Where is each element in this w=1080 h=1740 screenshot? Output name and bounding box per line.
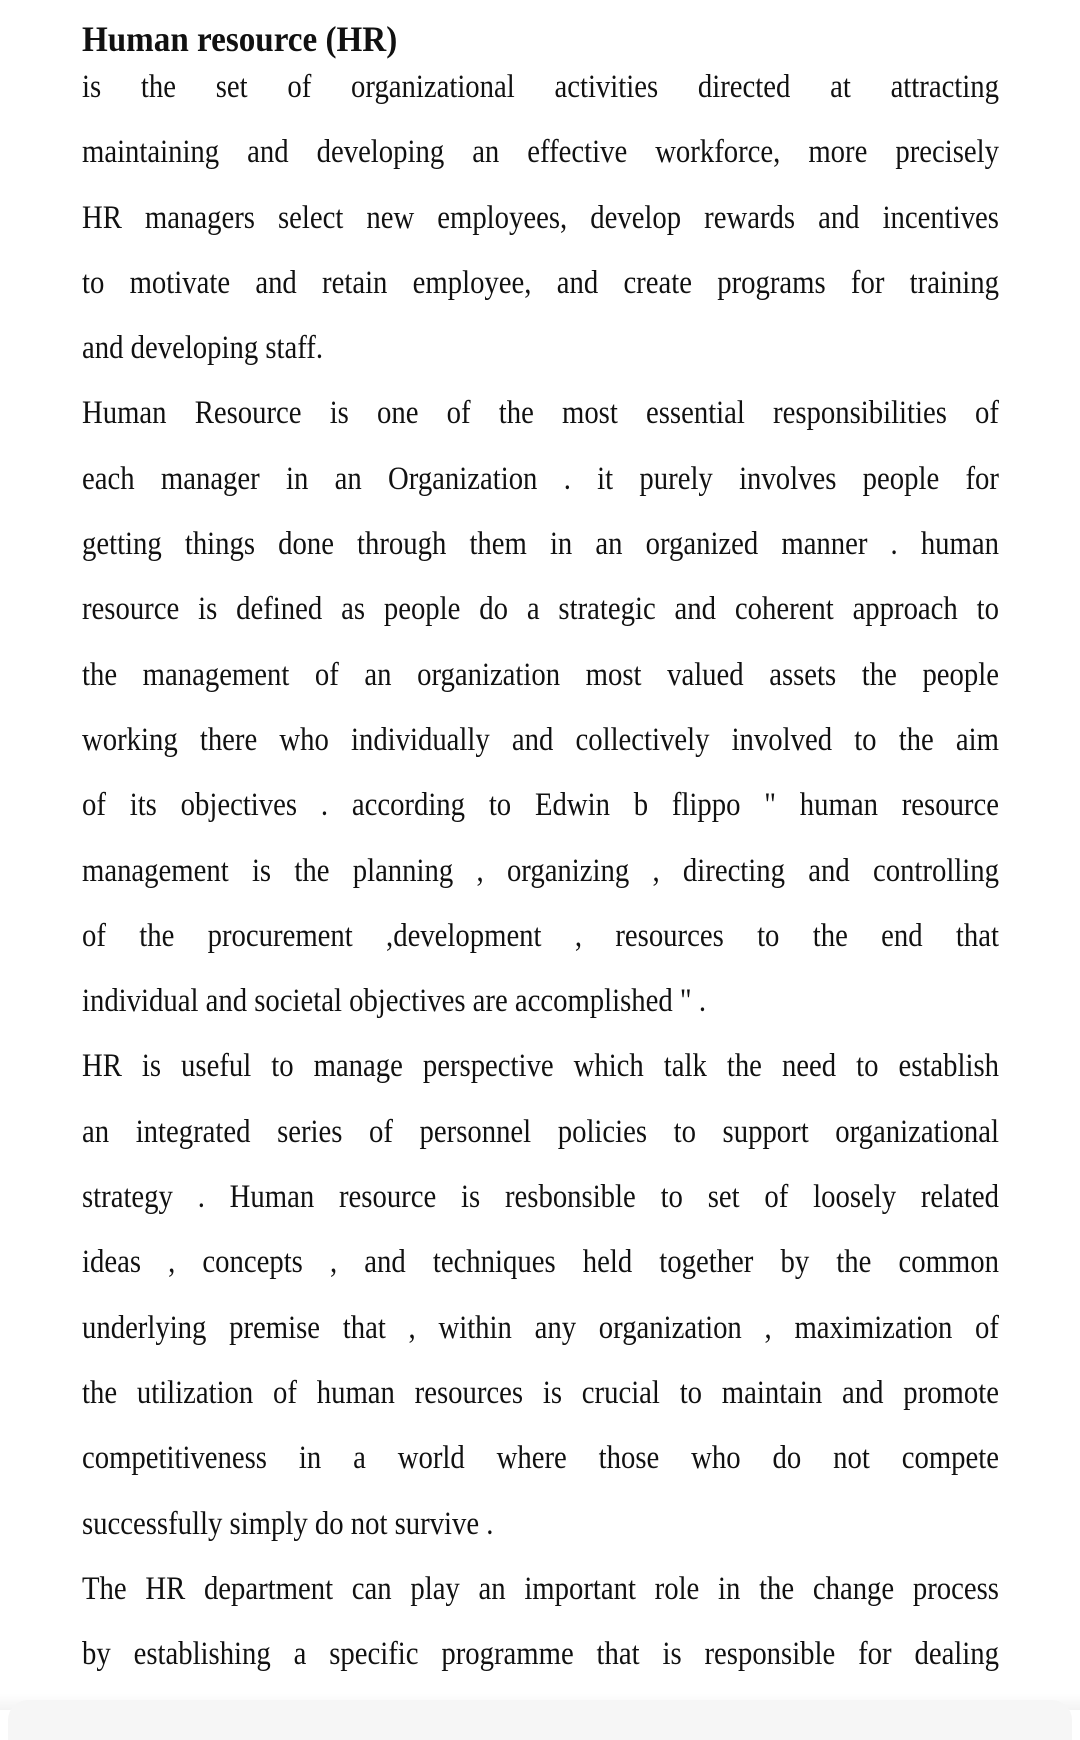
text-line: successfully simply do not survive . xyxy=(82,1505,494,1542)
document-body xyxy=(82,62,1080,1694)
document-title: Human resource (HR) xyxy=(82,19,398,59)
text-line: Human Resource is one of the most essential responsibilities of xyxy=(82,395,999,432)
text-line: of the procurement ,development , resources to the end that xyxy=(82,917,999,954)
text-line: getting things done through them in an organized manner . human xyxy=(82,526,999,563)
text-line: of its objectives . according to Edwin b flippo " human resource xyxy=(82,787,999,824)
text-line: and developing staff. xyxy=(82,330,324,367)
bottom-sheet xyxy=(8,1700,1072,1740)
text-line: The HR department can play an important role in the change process xyxy=(82,1570,999,1607)
text-line: to motivate and retain employee, and create programs for training xyxy=(82,264,999,301)
text-line: individual and societal objectives are accomplished " . xyxy=(82,983,706,1020)
text-line: each manager in an Organization . it purely involves people for xyxy=(82,460,999,497)
text-line: the management of an organization most valued assets the people xyxy=(82,656,999,693)
text-line: competitiveness in a world where those who do not compete xyxy=(82,1440,999,1477)
text-line: management is the planning , organizing , directing and controlling xyxy=(82,852,999,889)
text-line: strategy . Human resource is resbonsible to set of loosely related xyxy=(82,1179,999,1216)
text-line: maintaining and developing an effective workforce, more precisely xyxy=(82,134,999,171)
text-line: HR is useful to manage perspective which talk the need to establish xyxy=(82,1048,999,1085)
text-line: an integrated series of personnel policies to support organizational xyxy=(82,1113,999,1150)
text-line: underlying premise that , within any organization , maximization of xyxy=(82,1309,999,1346)
text-line: resource is defined as people do a strategic and coherent approach to xyxy=(82,591,999,628)
text-line: by establishing a specific programme that is responsible for dealing xyxy=(82,1636,999,1673)
text-line: ideas , concepts , and techniques held together by the common xyxy=(82,1244,999,1281)
text-line: working there who individually and collectively involved to the aim xyxy=(82,721,999,758)
text-line: is the set of organizational activities directed at attracting xyxy=(82,69,999,105)
text-line: HR managers select new employees, develop rewards and incentives xyxy=(82,199,999,236)
text-line: the utilization of human resources is crucial to maintain and promote xyxy=(82,1374,999,1411)
